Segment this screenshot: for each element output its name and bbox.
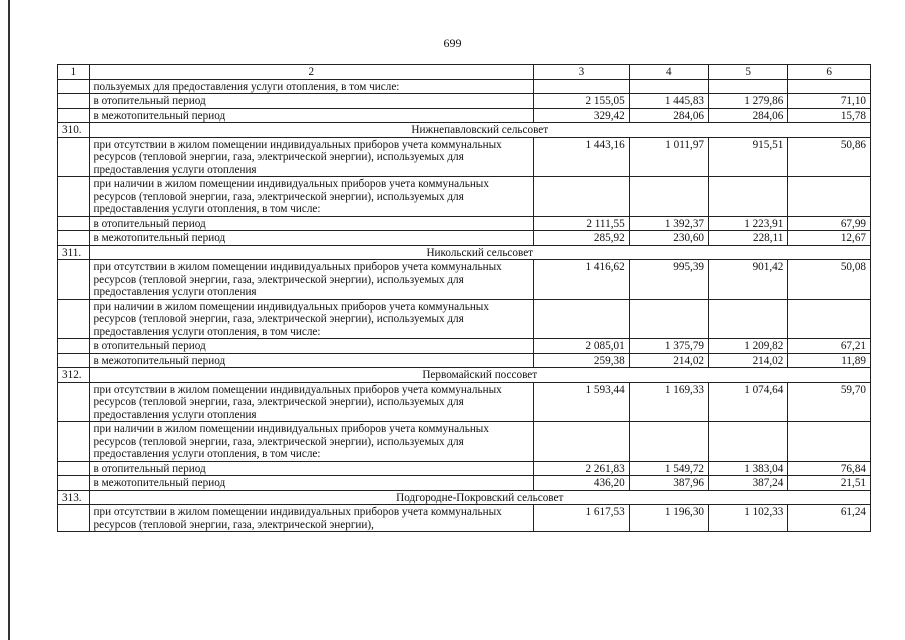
value-col3: 2 155,05 <box>534 94 630 109</box>
row-label: в отопительный период <box>89 339 534 354</box>
section-name: Никольский сельсовет <box>89 245 870 260</box>
table-row <box>58 177 871 217</box>
section-name: Нижнепавловский сельсовет <box>89 123 870 138</box>
value-col3: 329,42 <box>534 108 630 123</box>
value-col4: 1 011,97 <box>629 137 708 177</box>
row-label: в межотопительный период <box>89 476 534 491</box>
header-row <box>58 65 871 80</box>
value-col6: 67,21 <box>788 339 871 354</box>
section-number: 310. <box>58 123 90 138</box>
value-col4: 1 196,30 <box>629 505 708 532</box>
value-col5: 1 223,91 <box>709 216 788 231</box>
value-col5: 1 102,33 <box>709 505 788 532</box>
row-label: в межотопительный период <box>89 231 534 246</box>
section-header-row <box>58 368 871 383</box>
table-row <box>58 137 871 177</box>
value-col5: 915,51 <box>709 137 788 177</box>
table-row <box>58 260 871 300</box>
row-label: в отопительный период <box>89 216 534 231</box>
value-col6: 21,51 <box>788 476 871 491</box>
value-col5: 214,02 <box>709 353 788 368</box>
row-description: при наличии в жилом помещении индивидуальных приборов учета коммунальных ресурсов (тепловой энергии, газа, электрической энергии), используемых для предоставления услуги отопления, в том числе: <box>89 299 534 339</box>
value-col6: 50,86 <box>788 137 871 177</box>
value-col6: 50,08 <box>788 260 871 300</box>
header-col-1: 1 <box>58 65 90 80</box>
table-row <box>58 216 871 231</box>
row-label: в отопительный период <box>89 461 534 476</box>
section-name: Первомайский поссовет <box>89 368 870 383</box>
value-col3: 1 416,62 <box>534 260 630 300</box>
value-col6: 71,10 <box>788 94 871 109</box>
table-row <box>58 231 871 246</box>
value-col6: 67,99 <box>788 216 871 231</box>
row-label: в межотопительный период <box>89 108 534 123</box>
value-col4: 284,06 <box>629 108 708 123</box>
value-col5: 1 209,82 <box>709 339 788 354</box>
page-number: 699 <box>443 36 462 50</box>
table-row <box>58 422 871 462</box>
value-col5: 228,11 <box>709 231 788 246</box>
value-col4: 995,39 <box>629 260 708 300</box>
value-col3: 1 593,44 <box>534 382 630 422</box>
table-row <box>58 108 871 123</box>
value-col4: 1 375,79 <box>629 339 708 354</box>
value-col3: 436,20 <box>534 476 630 491</box>
row-description: при отсутствии в жилом помещении индивидуальных приборов учета коммунальных ресурсов (тепловой энергии, газа, электрической энергии), <box>89 505 534 532</box>
section-number: 311. <box>58 245 90 260</box>
row-label: в межотопительный период <box>89 353 534 368</box>
row-description: пользуемых для предоставления услуги отопления, в том числе: <box>89 79 534 94</box>
row-description: при отсутствии в жилом помещении индивидуальных приборов учета коммунальных ресурсов (тепловой энергии, газа, электрической энергии), используемых для предоставления услуги отопления <box>89 137 534 177</box>
value-col5: 284,06 <box>709 108 788 123</box>
row-description: при отсутствии в жилом помещении индивидуальных приборов учета коммунальных ресурсов (тепловой энергии, газа, электрической энергии), используемых для предоставления услуги отопления <box>89 260 534 300</box>
value-col4: 230,60 <box>629 231 708 246</box>
row-description: при отсутствии в жилом помещении индивидуальных приборов учета коммунальных ресурсов (тепловой энергии, газа, электрической энергии), используемых для предоставления услуги отопления <box>89 382 534 422</box>
row-description: при наличии в жилом помещении индивидуальных приборов учета коммунальных ресурсов (тепловой энергии, газа, электрической энергии), используемых для предоставления услуги отопления, в том числе: <box>89 422 534 462</box>
value-col6: 15,78 <box>788 108 871 123</box>
value-col3: 1 443,16 <box>534 137 630 177</box>
value-col5: 1 074,64 <box>709 382 788 422</box>
value-col3: 259,38 <box>534 353 630 368</box>
value-col5: 901,42 <box>709 260 788 300</box>
value-col5: 387,24 <box>709 476 788 491</box>
section-name: Подгородне-Покровский сельсовет <box>89 490 870 505</box>
section-number: 313. <box>58 490 90 505</box>
value-col4: 1 445,83 <box>629 94 708 109</box>
value-col6: 11,89 <box>788 353 871 368</box>
value-col4: 387,96 <box>629 476 708 491</box>
value-col3: 1 617,53 <box>534 505 630 532</box>
table-row <box>58 476 871 491</box>
header-col-3: 3 <box>534 65 630 80</box>
value-col3: 2 111,55 <box>534 216 630 231</box>
section-header-row <box>58 123 871 138</box>
header-col-2: 2 <box>89 65 534 80</box>
section-number: 312. <box>58 368 90 383</box>
table-row <box>58 353 871 368</box>
tariff-table <box>57 64 871 532</box>
table-row <box>58 461 871 476</box>
value-col6: 12,67 <box>788 231 871 246</box>
header-col-5: 5 <box>709 65 788 80</box>
page-edge-line <box>8 0 10 640</box>
value-col4: 1 169,33 <box>629 382 708 422</box>
value-col5: 1 279,86 <box>709 94 788 109</box>
value-col3: 2 261,83 <box>534 461 630 476</box>
table-row <box>58 339 871 354</box>
table-row <box>58 382 871 422</box>
value-col4: 1 392,37 <box>629 216 708 231</box>
value-col5: 1 383,04 <box>709 461 788 476</box>
value-col6: 59,70 <box>788 382 871 422</box>
value-col4: 1 549,72 <box>629 461 708 476</box>
value-col3: 285,92 <box>534 231 630 246</box>
value-col6: 76,84 <box>788 461 871 476</box>
header-col-4: 4 <box>629 65 708 80</box>
table-row <box>58 299 871 339</box>
value-col3: 2 085,01 <box>534 339 630 354</box>
value-col6: 61,24 <box>788 505 871 532</box>
row-label: в отопительный период <box>89 94 534 109</box>
section-header-row <box>58 490 871 505</box>
table-row <box>58 505 871 532</box>
table-row <box>58 94 871 109</box>
section-header-row <box>58 245 871 260</box>
header-col-6: 6 <box>788 65 871 80</box>
row-description: при наличии в жилом помещении индивидуальных приборов учета коммунальных ресурсов (тепловой энергии, газа, электрической энергии), используемых для предоставления услуги отопления, в том числе: <box>89 177 534 217</box>
value-col4: 214,02 <box>629 353 708 368</box>
table-row <box>58 79 871 94</box>
